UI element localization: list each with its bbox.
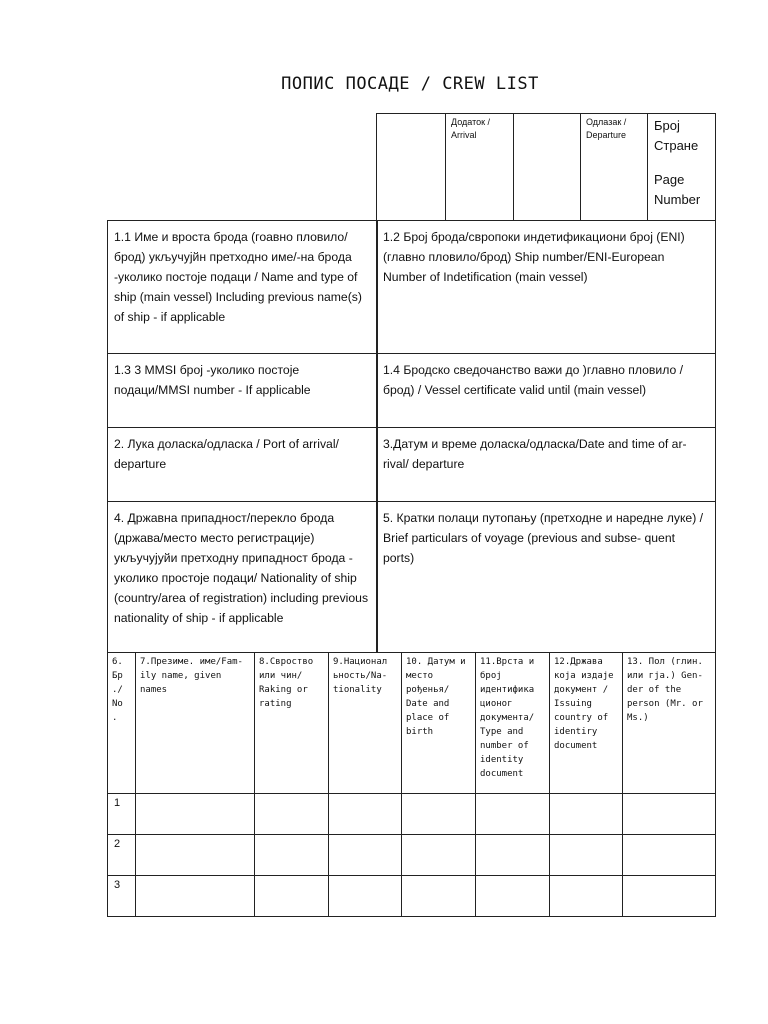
table-cell[interactable] (328, 793, 402, 835)
arrival-field[interactable] (513, 113, 581, 221)
section-1-4[interactable]: 1.4 Бродско сведочанство важи до )главно пловило / брод) / Vessel certificate valid until (main vessel) (376, 353, 716, 428)
arrival-label: Додаток / Arrival (445, 113, 514, 221)
table-cell[interactable] (549, 875, 623, 917)
table-cell[interactable] (254, 875, 329, 917)
col-header-issuing-country: 12.Држава која издаје документ / Issuing country of identiry document (549, 652, 623, 794)
section-3-datetime[interactable]: 3.Датум и време доласка/одласка/Date and time of ar- rival/ departure (376, 427, 716, 502)
table-cell[interactable] (622, 875, 716, 917)
col-header-number: 6. Бр ./ No . (107, 652, 136, 794)
col-header-birth: 10. Датум и место рођенья/ Date and place of birth (401, 652, 476, 794)
table-cell[interactable] (135, 875, 255, 917)
blank-cell-1[interactable] (376, 113, 446, 221)
page-label-sr: Број Стране (654, 118, 699, 153)
table-cell[interactable] (475, 875, 550, 917)
table-row-number: 3 (107, 875, 136, 917)
table-cell[interactable] (254, 834, 329, 876)
col-header-id-document: 11.Врста и број идентифика ционог документа/ Type and number of identity document (475, 652, 550, 794)
section-1-3[interactable]: 1.3 3 MMSI број -уколико постоје подаци/MMSI number - If applicable (107, 353, 378, 428)
section-1-1[interactable]: 1.1 Име и вроста брода (гоавно пловило/брод) укључујйн претходно име/-на брода -уколико постоје подаци / Name and type of ship (main vessel) Including previous name(s) of ship - if applicable (107, 220, 378, 354)
table-cell[interactable] (622, 834, 716, 876)
col-header-gender: 13. Пол (глин. или гја.) Gen- der of the person (Mr. or Ms.) (622, 652, 716, 794)
table-cell[interactable] (328, 875, 402, 917)
col-header-rank: 8.Свроство или чин/ Raking or rating (254, 652, 329, 794)
table-cell[interactable] (549, 834, 623, 876)
table-cell[interactable] (135, 793, 255, 835)
table-cell[interactable] (401, 834, 476, 876)
table-cell[interactable] (622, 793, 716, 835)
table-cell[interactable] (254, 793, 329, 835)
table-cell[interactable] (328, 834, 402, 876)
section-4-nationality[interactable]: 4. Државна припадност/перекло брода (држава/место место регистрације) укључујуйи претходну припадност брода - уколико простоје подаци/ Nationality of ship (country/area of registration) including previous nationality of ship - if applicable (107, 501, 378, 653)
table-cell[interactable] (475, 793, 550, 835)
col-header-name: 7.Презиме. име/Fam- ily name, given names (135, 652, 255, 794)
section-2-port[interactable]: 2. Лука доласка/одласка / Port of arrival/ departure (107, 427, 378, 502)
page-number-cell[interactable] (647, 113, 716, 221)
page-title: ПОПИС ПОСАДЕ / CREW LIST (281, 74, 539, 94)
departure-label: Одлазак / Departure (580, 113, 648, 221)
table-cell[interactable] (401, 875, 476, 917)
col-header-nationality: 9.Национал ьность/Na- tionality (328, 652, 402, 794)
table-cell[interactable] (475, 834, 550, 876)
table-cell[interactable] (549, 793, 623, 835)
table-cell[interactable] (401, 793, 476, 835)
table-row-number: 2 (107, 834, 136, 876)
table-cell[interactable] (135, 834, 255, 876)
section-1-2[interactable]: 1.2 Број брода/свропоки индетификациони број (ENI) (главно пловило/брод) Ship number/ENI-European Number of Indetification (main vessel) (376, 220, 716, 354)
section-5-voyage[interactable]: 5. Кратки полаци путопању (претходне и наредне луке) / Brief particulars of voyage (previous and subse- quent ports) (376, 501, 716, 653)
page-label-en: Page Number (654, 172, 701, 207)
table-row-number: 1 (107, 793, 136, 835)
